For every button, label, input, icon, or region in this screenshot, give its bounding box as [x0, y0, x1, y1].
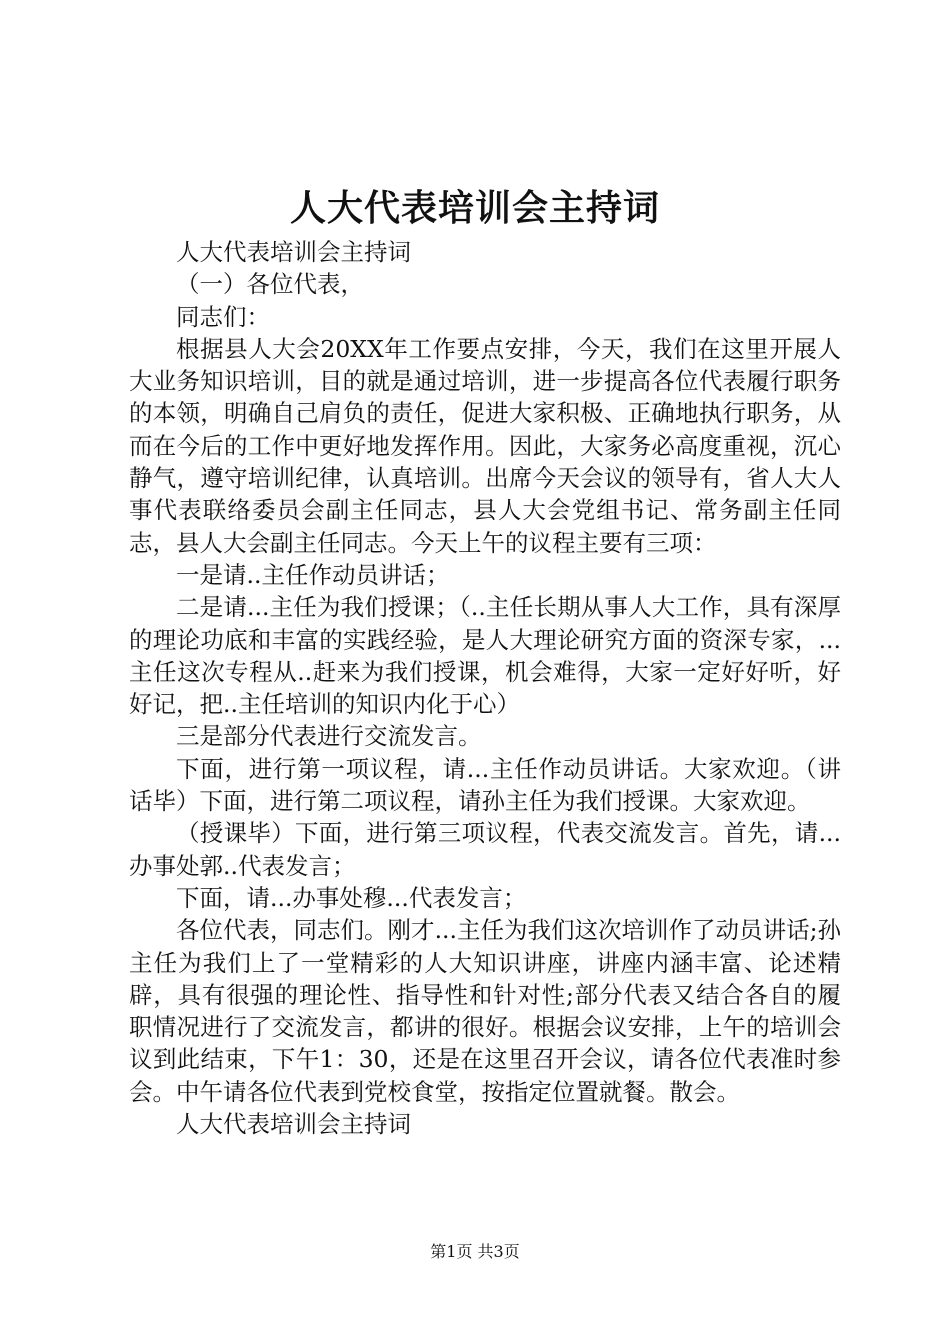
paragraph-heading-repeat: 人大代表培训会主持词 [176, 238, 411, 266]
paragraph-third-agenda: （授课毕）下面，进行第三项议程，代表交流发言。首先，请...办事处郭..代表发言； [129, 819, 841, 880]
paragraph-salutation-comrades: 同志们： [176, 302, 270, 331]
document-title: 人大代表培训会主持词 [289, 187, 660, 229]
page-footer: 第1页 共3页 [430, 1242, 520, 1261]
paragraph-closing: 各位代表，同志们。刚才...主任为我们这次培训作了动员讲话;孙主任为我们上了一堂精彩的人大知识讲座，讲座内涵丰富、论述精辟，具有很强的理论性、指导性和针对性;部分代表又结合各自的履职情况进行了交流发言，都讲的很好。根据会议安排，上午的培训会议到此结束，下午1：30，还是在这里召开会议，请各位代表准时参会。中午请各位代表到党校食堂，按指定位置就餐。散会。 [129, 916, 841, 1106]
paragraph-heading-end: 人大代表培训会主持词 [176, 1110, 411, 1139]
paragraph-agenda-item-1: 一是请..主任作动员讲话； [176, 560, 450, 589]
paragraph-next-speaker: 下面，请...办事处穆...代表发言； [176, 883, 527, 912]
paragraph-introduction: 根据县人大会20XX年工作要点安排，今天，我们在这里开展人大业务知识培训，目的就是通过培训，进一步提高各位代表履行职务的本领，明确自己肩负的责任，促进大家积极、正确地执行职务，从而在今后的工作中更好地发挥作用。因此，大家务必高度重视，沉心静气，遵守培训纪律，认真培训。出席今天会议的领导有，省人大人事代表联络委员会副主任同志，县人大会党组书记、常务副主任同志，县人大会副主任同志。今天上午的议程主要有三项： [129, 334, 841, 557]
paragraph-salutation: （一）各位代表， [176, 270, 364, 299]
document-body [129, 236, 841, 1140]
paragraph-first-agenda: 下面，进行第一项议程，请...主任作动员讲话。大家欢迎。（讲话毕）下面，进行第二项议程，请孙主任为我们授课。大家欢迎。 [129, 754, 841, 816]
paragraph-agenda-item-3: 三是部分代表进行交流发言。 [176, 722, 482, 751]
paragraph-agenda-item-2: 二是请...主任为我们授课；（..主任长期从事人大工作，具有深厚的理论功底和丰富的实践经验，是人大理论研究方面的资深专家，...主任这次专程从..赶来为我们授课，机会难得，大家一定好好听，好好记，把..主任培训的知识内化于心） [129, 593, 841, 719]
